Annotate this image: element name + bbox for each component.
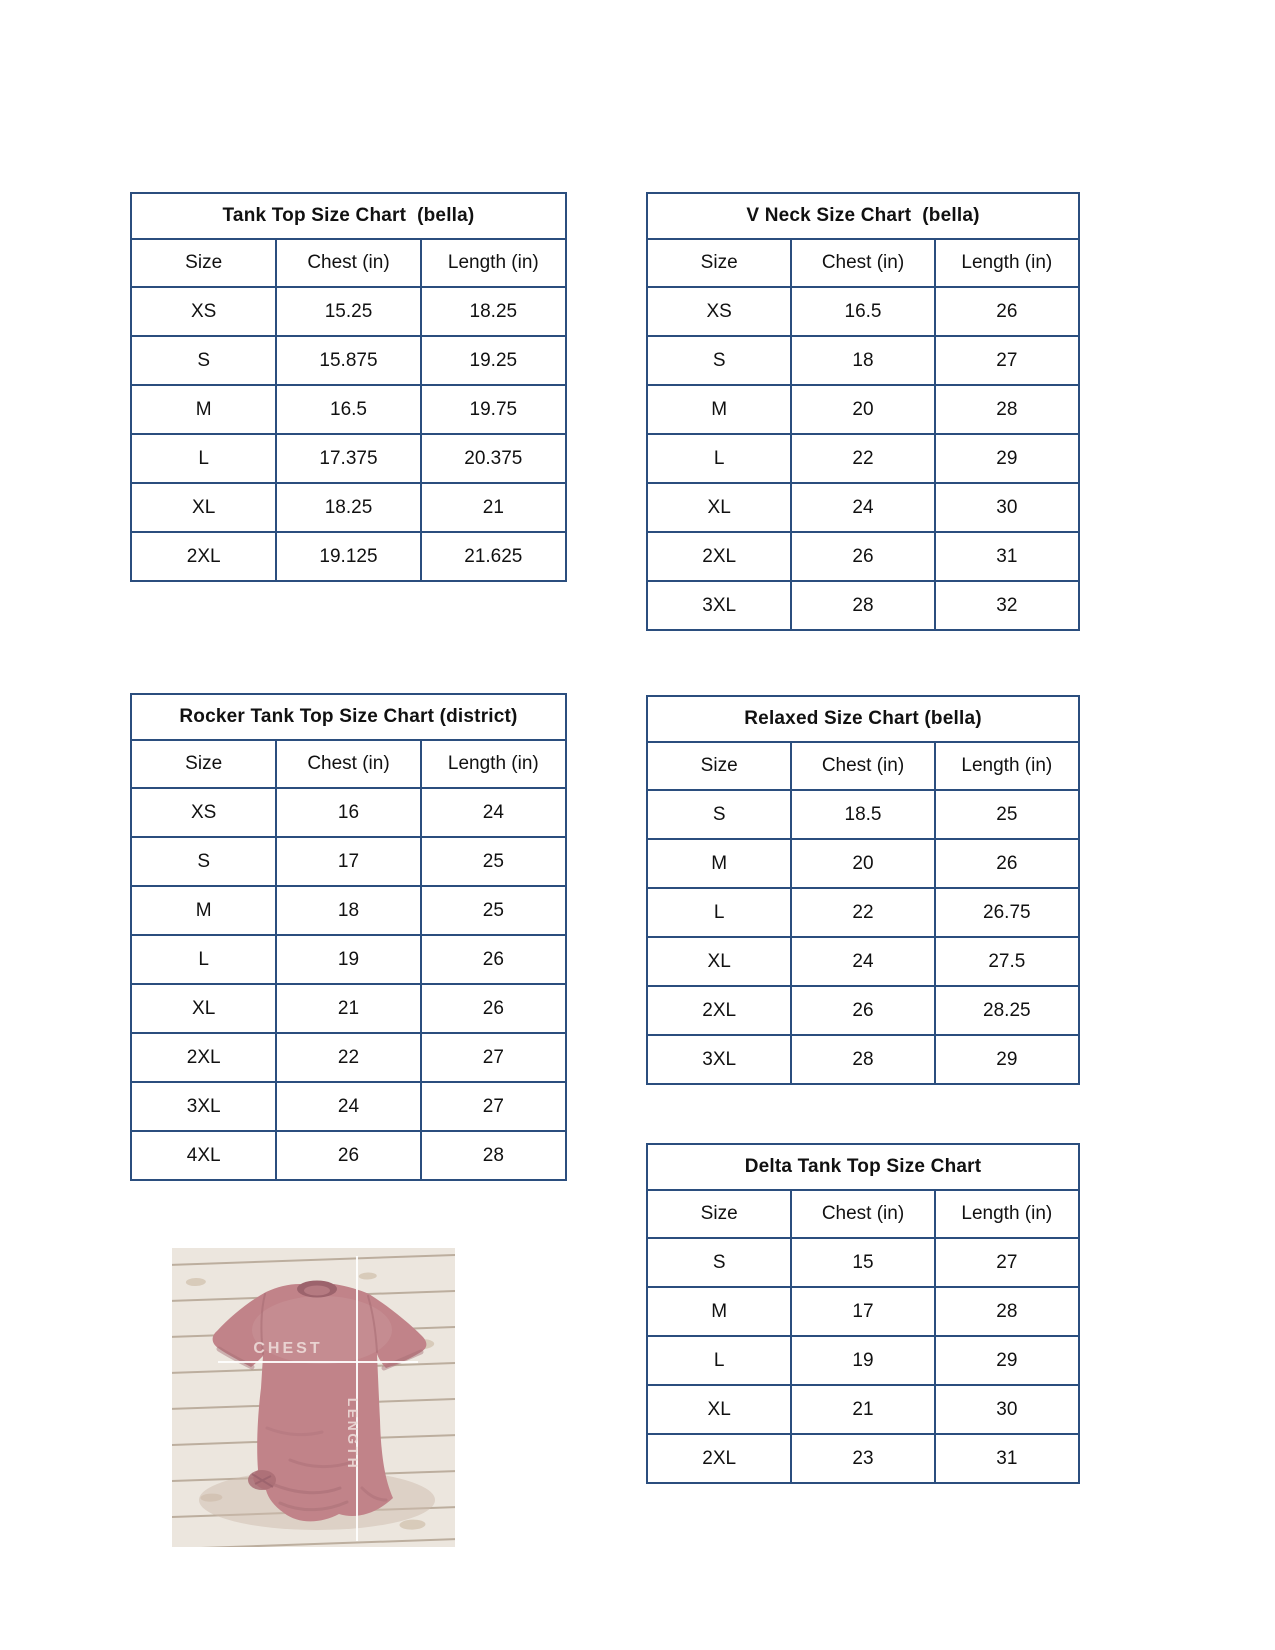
column-header: Chest (in)	[791, 1191, 934, 1238]
table-row	[132, 1033, 565, 1082]
table-cell: 26.75	[935, 888, 1078, 937]
table-row	[648, 839, 1078, 888]
table-row	[132, 532, 565, 580]
table-cell: S	[648, 790, 791, 839]
table-cell: 26	[935, 287, 1078, 336]
table-cell: 27	[421, 1033, 565, 1082]
relaxed-size-chart-table	[646, 695, 1080, 1085]
table-cell: 2XL	[648, 1434, 791, 1482]
table-title: Relaxed Size Chart (bella)	[648, 697, 1078, 743]
table-cell: 29	[935, 1336, 1078, 1385]
table-cell: 4XL	[132, 1131, 276, 1179]
table-cell: 19.25	[421, 336, 565, 385]
table-cell: 21	[791, 1385, 934, 1434]
column-header: Size	[132, 741, 276, 788]
table-cell: XS	[132, 788, 276, 837]
table-cell: 28	[935, 385, 1078, 434]
table-cell: M	[648, 1287, 791, 1336]
column-header: Chest (in)	[791, 743, 934, 790]
shirt-knot	[248, 1470, 276, 1490]
table-row	[648, 1385, 1078, 1434]
table-cell: XL	[648, 1385, 791, 1434]
column-header: Size	[648, 1191, 791, 1238]
table-row	[132, 886, 565, 935]
header-row	[648, 240, 1078, 287]
table-cell: 2XL	[132, 1033, 276, 1082]
table-cell: XL	[132, 984, 276, 1033]
table-cell: 30	[935, 1385, 1078, 1434]
table-cell: 15.875	[276, 336, 420, 385]
header-row	[132, 240, 565, 287]
table-cell: 20.375	[421, 434, 565, 483]
table-cell: 22	[276, 1033, 420, 1082]
table-cell: 20	[791, 839, 934, 888]
table-row	[648, 1035, 1078, 1083]
table-cell: 21.625	[421, 532, 565, 580]
table-cell: 24	[421, 788, 565, 837]
table-cell: 31	[935, 1434, 1078, 1482]
size-table-grid	[648, 743, 1078, 1083]
table-row	[648, 336, 1078, 385]
v-neck-size-chart-table	[646, 192, 1080, 631]
table-cell: 18.5	[791, 790, 934, 839]
column-header: Length (in)	[421, 741, 565, 788]
table-row	[132, 336, 565, 385]
header-row	[648, 743, 1078, 790]
table-cell: 17.375	[276, 434, 420, 483]
table-cell: 2XL	[132, 532, 276, 580]
table-cell: 29	[935, 434, 1078, 483]
header-row	[648, 1191, 1078, 1238]
table-row	[648, 937, 1078, 986]
size-table-grid	[648, 1191, 1078, 1482]
table-cell: 26	[421, 984, 565, 1033]
column-header: Chest (in)	[276, 240, 420, 287]
table-cell: 28	[791, 1035, 934, 1083]
table-row	[132, 483, 565, 532]
table-row	[132, 788, 565, 837]
table-cell: 2XL	[648, 986, 791, 1035]
size-table-grid	[132, 741, 565, 1179]
table-cell: 24	[791, 937, 934, 986]
delta-tank-top-size-chart-table	[646, 1143, 1080, 1484]
table-row	[648, 1287, 1078, 1336]
table-cell: 28	[791, 581, 934, 629]
table-cell: S	[648, 1238, 791, 1287]
table-cell: 28	[935, 1287, 1078, 1336]
table-cell: 26	[791, 986, 934, 1035]
table-row	[648, 888, 1078, 937]
table-cell: 26	[791, 532, 934, 581]
table-cell: 16	[276, 788, 420, 837]
table-row	[132, 935, 565, 984]
length-label: LENGTH	[345, 1397, 361, 1471]
table-cell: 16.5	[791, 287, 934, 336]
table-cell: 27	[935, 336, 1078, 385]
column-header: Chest (in)	[276, 741, 420, 788]
table-row	[132, 1082, 565, 1131]
table-cell: 23	[791, 1434, 934, 1482]
table-title: Delta Tank Top Size Chart	[648, 1145, 1078, 1191]
rocker-tank-top-size-chart-table	[130, 693, 567, 1181]
table-title: Rocker Tank Top Size Chart (district)	[132, 695, 565, 741]
column-header: Size	[648, 240, 791, 287]
table-cell: 18.25	[276, 483, 420, 532]
table-cell: 15	[791, 1238, 934, 1287]
table-row	[648, 385, 1078, 434]
table-row	[132, 385, 565, 434]
table-cell: L	[648, 1336, 791, 1385]
column-header: Size	[648, 743, 791, 790]
table-cell: 18.25	[421, 287, 565, 336]
table-cell: 28.25	[935, 986, 1078, 1035]
table-cell: M	[132, 385, 276, 434]
table-row	[648, 287, 1078, 336]
table-cell: S	[132, 837, 276, 886]
table-cell: 25	[935, 790, 1078, 839]
header-row	[132, 741, 565, 788]
column-header: Length (in)	[935, 743, 1078, 790]
table-cell: 26	[276, 1131, 420, 1179]
table-cell: 19.125	[276, 532, 420, 580]
table-cell: 32	[935, 581, 1078, 629]
table-cell: 26	[421, 935, 565, 984]
table-cell: 25	[421, 886, 565, 935]
table-row	[132, 984, 565, 1033]
table-cell: L	[132, 935, 276, 984]
column-header: Length (in)	[421, 240, 565, 287]
table-cell: 28	[421, 1131, 565, 1179]
table-cell: 19	[276, 935, 420, 984]
table-cell: 21	[276, 984, 420, 1033]
table-cell: 27	[421, 1082, 565, 1131]
table-row	[132, 1131, 565, 1179]
table-row	[648, 581, 1078, 629]
table-cell: L	[648, 888, 791, 937]
table-cell: 25	[421, 837, 565, 886]
table-cell: XL	[132, 483, 276, 532]
table-cell: S	[132, 336, 276, 385]
table-row	[648, 1238, 1078, 1287]
table-cell: M	[132, 886, 276, 935]
table-row	[648, 1336, 1078, 1385]
table-cell: 24	[276, 1082, 420, 1131]
tshirt-measurement-photo	[172, 1248, 455, 1547]
table-cell: 30	[935, 483, 1078, 532]
table-cell: 3XL	[648, 1035, 791, 1083]
table-cell: 19.75	[421, 385, 565, 434]
table-cell: 2XL	[648, 532, 791, 581]
table-cell: M	[648, 385, 791, 434]
column-header: Length (in)	[935, 240, 1078, 287]
table-row	[648, 986, 1078, 1035]
table-cell: 27	[935, 1238, 1078, 1287]
table-cell: 16.5	[276, 385, 420, 434]
table-row	[648, 790, 1078, 839]
table-cell: 20	[791, 385, 934, 434]
table-row	[132, 837, 565, 886]
table-cell: 29	[935, 1035, 1078, 1083]
column-header: Size	[132, 240, 276, 287]
table-cell: L	[648, 434, 791, 483]
table-cell: M	[648, 839, 791, 888]
table-title: Tank Top Size Chart (bella)	[132, 194, 565, 240]
table-cell: 26	[935, 839, 1078, 888]
chest-label: CHEST	[253, 1340, 323, 1357]
table-cell: 17	[791, 1287, 934, 1336]
column-header: Length (in)	[935, 1191, 1078, 1238]
table-cell: 21	[421, 483, 565, 532]
table-cell: L	[132, 434, 276, 483]
table-cell: 3XL	[132, 1082, 276, 1131]
size-table-grid	[132, 240, 565, 580]
table-cell: 27.5	[935, 937, 1078, 986]
table-cell: 3XL	[648, 581, 791, 629]
table-cell: S	[648, 336, 791, 385]
table-cell: 22	[791, 434, 934, 483]
table-cell: 19	[791, 1336, 934, 1385]
table-cell: 17	[276, 837, 420, 886]
table-row	[648, 483, 1078, 532]
table-cell: 24	[791, 483, 934, 532]
table-row	[132, 434, 565, 483]
table-cell: 31	[935, 532, 1078, 581]
column-header: Chest (in)	[791, 240, 934, 287]
table-row	[648, 532, 1078, 581]
table-cell: XL	[648, 937, 791, 986]
table-cell: XS	[132, 287, 276, 336]
table-cell: 15.25	[276, 287, 420, 336]
table-cell: 18	[276, 886, 420, 935]
table-cell: XS	[648, 287, 791, 336]
size-table-grid	[648, 240, 1078, 629]
table-row	[132, 287, 565, 336]
table-title: V Neck Size Chart (bella)	[648, 194, 1078, 240]
table-row	[648, 1434, 1078, 1482]
table-cell: XL	[648, 483, 791, 532]
tank-top-size-chart-table	[130, 192, 567, 582]
table-row	[648, 434, 1078, 483]
table-cell: 18	[791, 336, 934, 385]
table-cell: 22	[791, 888, 934, 937]
